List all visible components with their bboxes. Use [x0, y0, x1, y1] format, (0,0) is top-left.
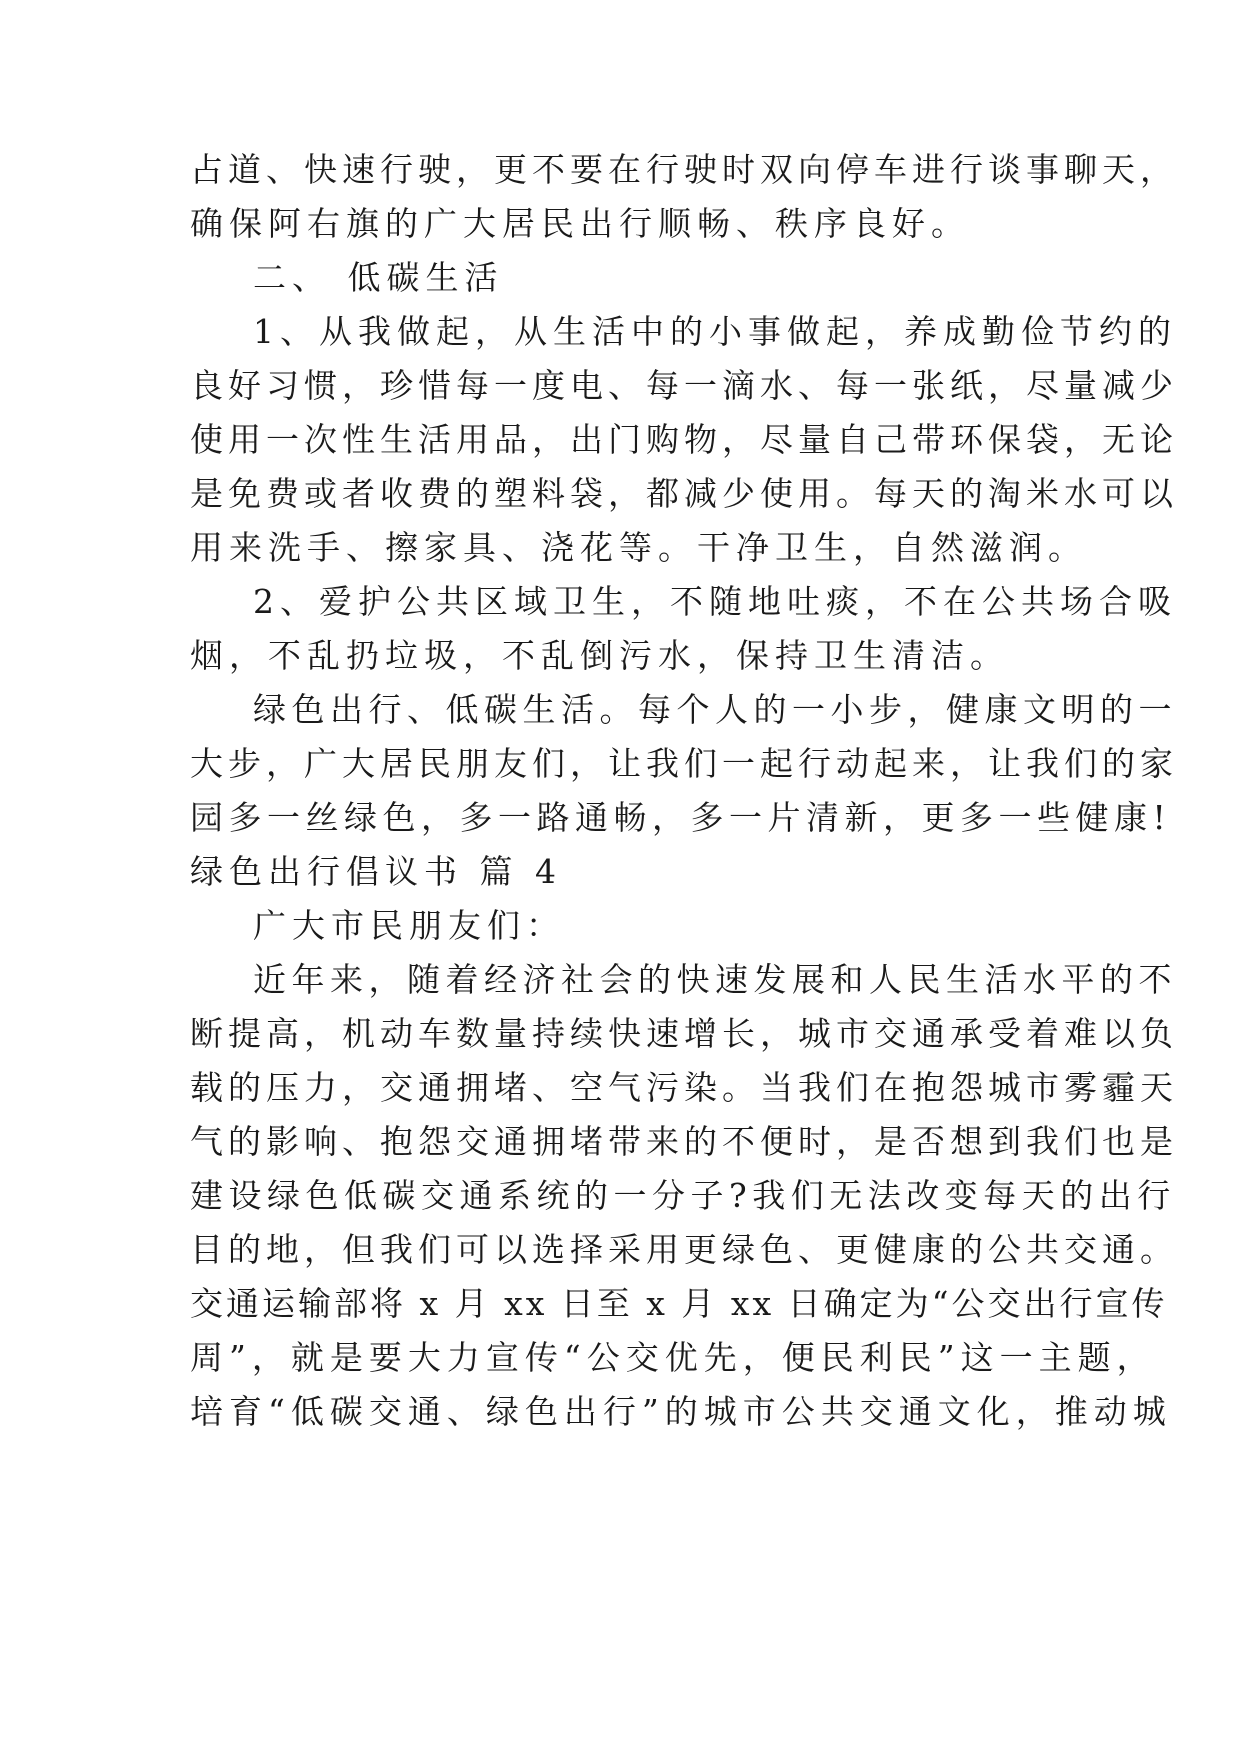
text-line: 是免费或者收费的塑料袋，都减少使用。每天的淘米水可以	[190, 474, 1178, 513]
text-line: 良好习惯，珍惜每一度电、每一滴水、每一张纸，尽量减少	[190, 366, 1178, 405]
text-line: 建设绿色低碳交通系统的一分子?我们无法改变每天的出行	[190, 1176, 1176, 1215]
text-line: 目的地，但我们可以选择采用更绿色、更健康的公共交通。	[190, 1230, 1178, 1269]
text-line: 交通运输部将 x 月 xx 日至 x 月 xx 日确定为“公交出行宣传	[190, 1284, 1168, 1323]
article-title: 绿色出行倡议书 篇 4	[190, 852, 562, 891]
text-line: 2、爱护公共区域卫生，不随地吐痰，不在公共场合吸	[253, 582, 1177, 621]
text-line: 确保阿右旗的广大居民出行顺畅、秩序良好。	[190, 204, 970, 243]
text-line: 培育“低碳交通、绿色出行”的城市公共交通文化，推动城	[190, 1392, 1172, 1431]
text-line: 绿色出行、低碳生活。每个人的一小步，健康文明的一	[253, 690, 1177, 729]
text-line: 用来洗手、擦家具、浇花等。干净卫生，自然滋润。	[190, 528, 1087, 567]
text-line: 园多一丝绿色，多一路通畅，多一片清新，更多一些健康!	[190, 798, 1172, 837]
salutation: 广大市民朋友们：	[253, 906, 565, 945]
text-line: 周”，就是要大力宣传“公交优先，便民利民”这一主题，	[190, 1338, 1156, 1377]
text-line: 占道、快速行驶，更不要在行驶时双向停车进行谈事聊天，	[190, 150, 1178, 189]
text-line: 气的影响、抱怨交通拥堵带来的不便时，是否想到我们也是	[190, 1122, 1178, 1161]
text-line: 大步，广大居民朋友们，让我们一起行动起来，让我们的家	[190, 744, 1178, 783]
text-line: 近年来，随着经济社会的快速发展和人民生活水平的不	[253, 960, 1177, 999]
section-heading: 二、 低碳生活	[253, 258, 504, 297]
text-line: 断提高，机动车数量持续快速增长，城市交通承受着难以负	[190, 1014, 1178, 1053]
text-line: 1、从我做起，从生活中的小事做起，养成勤俭节约的	[253, 312, 1177, 351]
text-line: 烟，不乱扔垃圾，不乱倒污水，保持卫生清洁。	[190, 636, 1009, 675]
text-line: 使用一次性生活用品，出门购物，尽量自己带环保袋，无论	[190, 420, 1178, 459]
text-line: 载的压力，交通拥堵、空气污染。当我们在抱怨城市雾霾天	[190, 1068, 1178, 1107]
